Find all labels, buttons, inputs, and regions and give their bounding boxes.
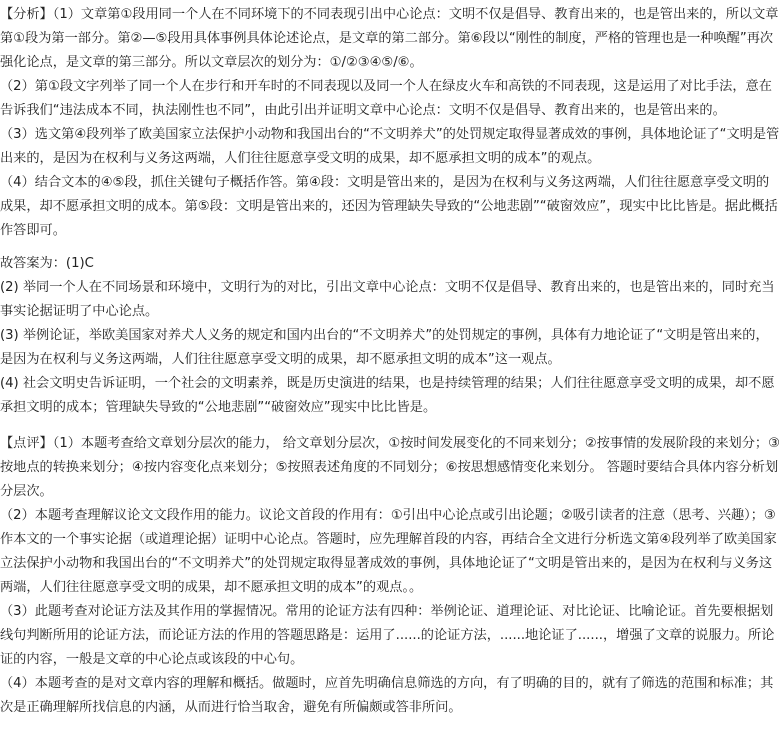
comment-paragraph-3: （3）此题考查对论证方法及其作用的掌握情况。常用的论证方法有四种：举例论证、道理论证、对比论证、比喻论证。首先要根据划线句判断所用的论证方法，而论证方法的作用的答题思路是：运用了......的论证方法，......地论证了......，增强了文章的说服力。所论证的内容，一般是文章的中心论点或该段的中心句。 (0, 604, 775, 667)
comment-paragraph-1: 【点评】（1）本题考查给文章划分层次的能力， 给文章划分层次，①按时间发展变化的不同来划分；②按事情的发展阶段的来划分；③按地点的转换来划分；④按内容变化点来划分；⑤按照表述角度的不同划分；⑥按思想感情变化来划分。 答题时要结合具体内容分析划分层次。 (0, 436, 780, 499)
section-spacer (0, 243, 780, 252)
analysis-paragraph-3: （3）选文第④段列举了欧美国家立法保护小动物和我国出台的“不文明养犬”的处罚规定取得显著成效的事例，具体地论证了“文明是管出来的，是因为在权利与义务这两端，人们往往愿意享受文明的成果，却不愿承担文明的成本”的观点。 (0, 127, 780, 166)
answer-item-4: (4) 社会文明史告诉证明，一个社会的文明素养，既是历史演进的结果，也是持续管理的结果；人们往往愿意享受文明的成果，却不愿承担文明的成本；管理缺失导致的“公地悲剧”“破窗效应”现实中比比皆是。 (0, 376, 775, 415)
analysis-paragraph-4: （4）结合文本的④⑤段，抓住关键句子概括作答。第④段：文明是管出来的，是因为在权利与义务这两端，人们往往愿意享受文明的成果，却不愿承担文明的成本。第⑤段：文明是管出来的，还因为管理缺失导致的“公地悲剧”“破窗效应”，现实中比比皆是。据此概括作答即可。 (0, 175, 778, 238)
answer-item-3: (3) 举例论证，举欧美国家对养犬人义务的规定和国内出台的“不文明养犬”的处罚规定的事例，具体有力地论证了“文明是管出来的，是因为在权利与义务这两端，人们往往愿意享受文明的成果，却不愿承担文明的成本”这一观点。 (0, 328, 769, 367)
comment-paragraph-4: （4）本题考查的是对文章内容的理解和概括。做题时，应首先明确信息筛选的方向，有了明确的目的，就有了筛选的范围和标准；其次是正确理解所找信息的内涵，从而进行恰当取舍，避免有所偏颇或答非所问。 (0, 676, 774, 715)
answer-item-2: (2) 举同一个人在不同场景和环境中，文明行为的对比，引出文章中心论点：文明不仅是倡导、教育出来的，也是管出来的，同时充当事实论据证明了中心论点。 (0, 280, 775, 319)
answer-heading: 故答案为：(1)C (0, 256, 94, 271)
analysis-paragraph-2: （2）第①段文字列举了同一个人在步行和开车时的不同表现以及同一个人在绿皮火车和高铁的不同表现，这是运用了对比手法，意在告诉我们“违法成本不同，执法刚性也不同”，由此引出并证明文章中心论点：文明不仅是倡导、教育出来的，也是管出来的。 (0, 79, 772, 118)
analysis-paragraph-1: 【分析】（1）文章第①段用同一个人在不同环境下的不同表现引出中心论点：文明不仅是倡导、教育出来的，也是管出来的，所以文章第①段为第一部分。第②—⑤段用具体事例具体论述论点，是文章的第二部分。第⑥段以“刚性的制度，严格的管理也是一种唤醒”再次强化论点，是文章的第三部分。所以文章层次的划分为：①/②③④⑤/⑥。 (0, 7, 779, 70)
comment-paragraph-2: （2）本题考查理解议论文文段作用的能力。议论文首段的作用有：①引出中心论点或引出论题；②吸引读者的注意（思考、兴趣）；③作本文的一个事实论据（或道理论据）证明中心论点。答题时，应先理解首段的内容，再结合全文进行分析选文第④段列举了欧美国家立法保护小动物和我国出台的“不文明养犬”的处罚规定取得显著成效的事例，具体地论证了“文明是管出来的，是因为在权利与义务这两端，人们往往愿意享受文明的成果，却不愿承担文明的成本”的观点。。 (0, 508, 777, 595)
section-spacer (0, 420, 780, 432)
